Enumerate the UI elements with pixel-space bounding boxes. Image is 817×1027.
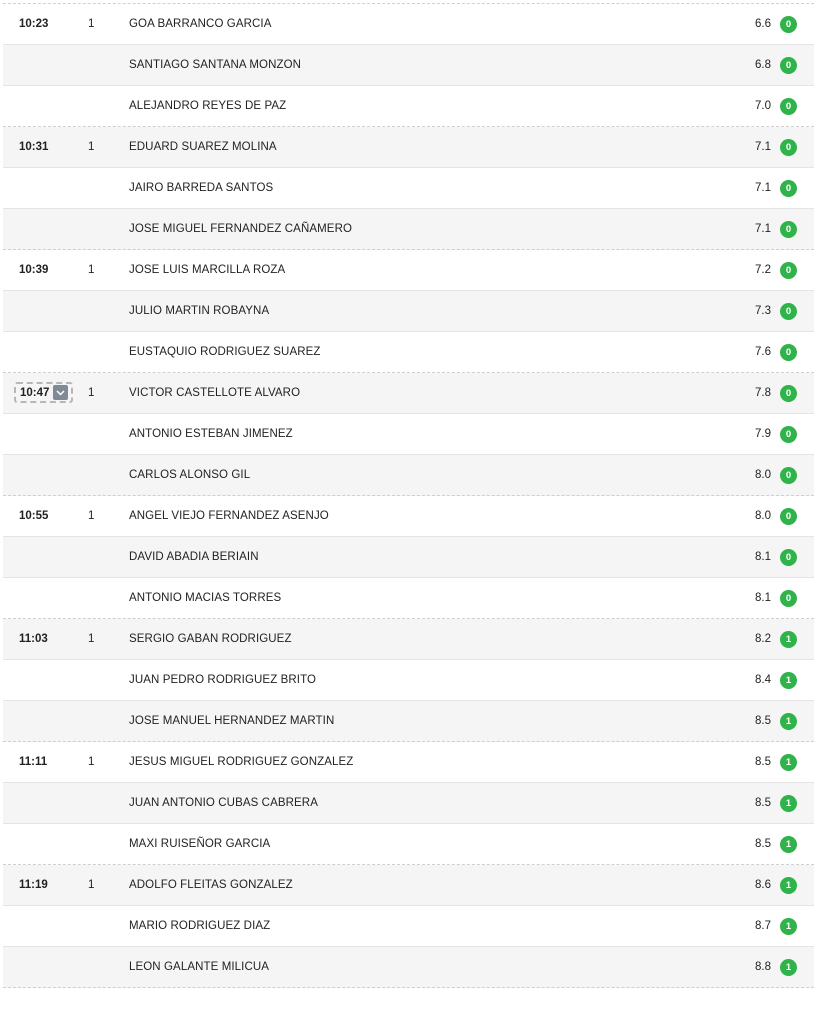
chevron-down-icon[interactable] <box>53 385 68 400</box>
status-badge: 0 <box>780 385 797 402</box>
player-name: VICTOR CASTELLOTE ALVARO <box>129 387 301 399</box>
player-name: DAVID ABADIA BERIAIN <box>129 551 259 563</box>
table-row[interactable] <box>3 660 814 701</box>
table-row[interactable] <box>3 45 814 86</box>
player-name: ALEJANDRO REYES DE PAZ <box>129 100 287 112</box>
table-row[interactable] <box>3 250 814 291</box>
table-row[interactable] <box>3 332 814 373</box>
player-name: SERGIO GABAN RODRIGUEZ <box>129 633 292 645</box>
start-hole: 1 <box>88 18 95 30</box>
handicap-value: 8.0 <box>755 510 771 522</box>
status-badge: 1 <box>780 918 797 935</box>
handicap-value: 8.1 <box>755 592 771 604</box>
status-badge: 0 <box>780 344 797 361</box>
status-badge: 0 <box>780 426 797 443</box>
table-row[interactable] <box>3 168 814 209</box>
status-badge: 0 <box>780 262 797 279</box>
player-name: LEON GALANTE MILICUA <box>129 961 270 973</box>
table-row[interactable] <box>3 906 814 947</box>
player-name: MARIO RODRIGUEZ DIAZ <box>129 920 271 932</box>
handicap-value: 8.8 <box>755 961 771 973</box>
start-hole: 1 <box>88 510 95 522</box>
player-name: EDUARD SUAREZ MOLINA <box>129 141 277 153</box>
table-row[interactable] <box>3 4 814 45</box>
table-row[interactable] <box>3 824 814 865</box>
handicap-value: 6.8 <box>755 59 771 71</box>
player-name: MAXI RUISEÑOR GARCIA <box>129 838 271 850</box>
handicap-value: 8.0 <box>755 469 771 481</box>
status-badge: 1 <box>780 836 797 853</box>
status-badge: 1 <box>780 795 797 812</box>
table-row[interactable] <box>3 496 814 537</box>
handicap-value: 7.2 <box>755 264 771 276</box>
status-badge: 0 <box>780 98 797 115</box>
table-row[interactable] <box>3 291 814 332</box>
tee-time: 10:47 <box>20 386 50 399</box>
handicap-value: 7.3 <box>755 305 771 317</box>
status-badge: 1 <box>780 959 797 976</box>
table-row[interactable] <box>3 947 814 988</box>
player-name: JOSE MIGUEL FERNANDEZ CAÑAMERO <box>129 223 353 235</box>
player-name: JAIRO BARREDA SANTOS <box>129 182 274 194</box>
player-name: ADOLFO FLEITAS GONZALEZ <box>129 879 293 891</box>
player-name: JESUS MIGUEL RODRIGUEZ GONZALEZ <box>129 756 354 768</box>
tee-times-table <box>3 3 814 988</box>
status-badge: 0 <box>780 180 797 197</box>
player-name: JUAN PEDRO RODRIGUEZ BRITO <box>129 674 317 686</box>
status-badge: 0 <box>780 467 797 484</box>
player-name: ANTONIO MACIAS TORRES <box>129 592 282 604</box>
player-name: JOSE MANUEL HERNANDEZ MARTIN <box>129 715 335 727</box>
status-badge: 0 <box>780 16 797 33</box>
table-row[interactable] <box>3 619 814 660</box>
table-row[interactable] <box>3 414 814 455</box>
status-badge: 0 <box>780 590 797 607</box>
player-name: ANGEL VIEJO FERNANDEZ ASENJO <box>129 510 329 522</box>
status-badge: 0 <box>780 508 797 525</box>
status-badge: 1 <box>780 754 797 771</box>
status-badge: 0 <box>780 57 797 74</box>
handicap-value: 8.2 <box>755 633 771 645</box>
handicap-value: 7.9 <box>755 428 771 440</box>
handicap-value: 8.1 <box>755 551 771 563</box>
handicap-value: 8.5 <box>755 715 771 727</box>
table-row[interactable] <box>3 742 814 783</box>
table-row[interactable] <box>3 537 814 578</box>
handicap-value: 7.1 <box>755 141 771 153</box>
status-badge: 1 <box>780 672 797 689</box>
player-name: GOA BARRANCO GARCIA <box>129 18 272 30</box>
table-row[interactable] <box>3 783 814 824</box>
status-badge: 1 <box>780 631 797 648</box>
start-hole: 1 <box>88 756 95 768</box>
status-badge: 0 <box>780 139 797 156</box>
handicap-value: 7.1 <box>755 182 771 194</box>
handicap-value: 8.6 <box>755 879 771 891</box>
start-hole: 1 <box>88 633 95 645</box>
status-badge: 0 <box>780 221 797 238</box>
tee-time: 10:39 <box>19 264 49 276</box>
table-row[interactable] <box>3 373 814 414</box>
handicap-value: 7.8 <box>755 387 771 399</box>
player-name: EUSTAQUIO RODRIGUEZ SUAREZ <box>129 346 321 358</box>
table-row[interactable] <box>3 578 814 619</box>
handicap-value: 8.4 <box>755 674 771 686</box>
tee-time: 10:55 <box>19 510 49 522</box>
player-name: ANTONIO ESTEBAN JIMENEZ <box>129 428 293 440</box>
tee-time: 10:31 <box>19 141 49 153</box>
start-hole: 1 <box>88 387 95 399</box>
player-name: SANTIAGO SANTANA MONZON <box>129 59 302 71</box>
start-hole: 1 <box>88 879 95 891</box>
player-name: JOSE LUIS MARCILLA ROZA <box>129 264 286 276</box>
handicap-value: 7.1 <box>755 223 771 235</box>
start-hole: 1 <box>88 141 95 153</box>
handicap-value: 8.5 <box>755 756 771 768</box>
player-name: CARLOS ALONSO GIL <box>129 469 251 481</box>
table-row[interactable] <box>3 701 814 742</box>
handicap-value: 7.6 <box>755 346 771 358</box>
handicap-value: 8.5 <box>755 797 771 809</box>
status-badge: 1 <box>780 877 797 894</box>
player-name: JUAN ANTONIO CUBAS CABRERA <box>129 797 318 809</box>
handicap-value: 8.5 <box>755 838 771 850</box>
handicap-value: 6.6 <box>755 18 771 30</box>
table-row[interactable] <box>3 865 814 906</box>
tee-time: 11:11 <box>19 756 48 768</box>
status-badge: 0 <box>780 549 797 566</box>
start-hole: 1 <box>88 264 95 276</box>
tee-time: 11:03 <box>19 633 48 645</box>
table-row[interactable] <box>3 86 814 127</box>
tee-time: 11:19 <box>19 879 48 891</box>
handicap-value: 7.0 <box>755 100 771 112</box>
player-name: JULIO MARTIN ROBAYNA <box>129 305 270 317</box>
table-row[interactable] <box>3 209 814 250</box>
status-badge: 1 <box>780 713 797 730</box>
table-row[interactable] <box>3 455 814 496</box>
time-dropdown[interactable] <box>14 382 73 403</box>
table-row[interactable] <box>3 127 814 168</box>
handicap-value: 8.7 <box>755 920 771 932</box>
status-badge: 0 <box>780 303 797 320</box>
tee-time: 10:23 <box>19 18 49 30</box>
